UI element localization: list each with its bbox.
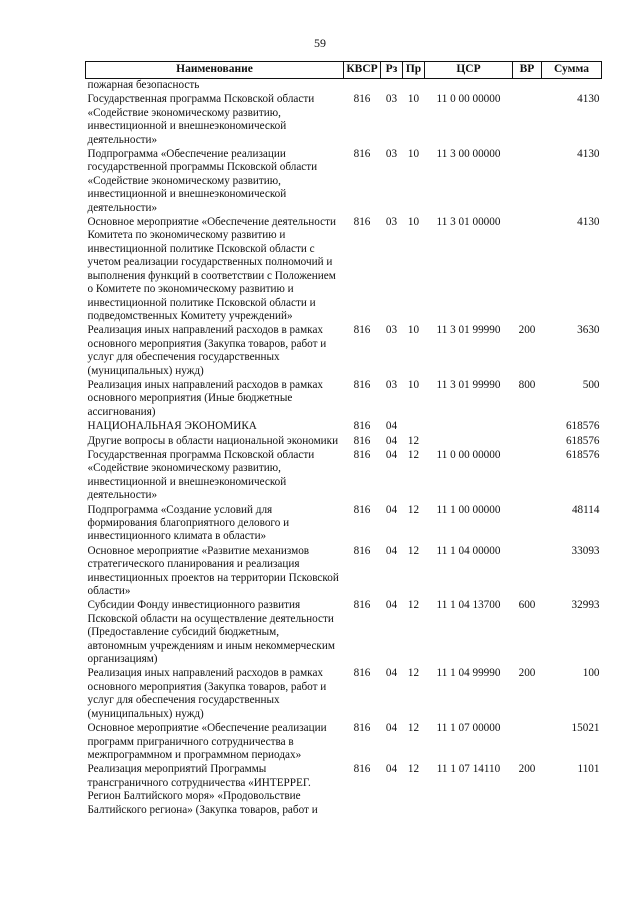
- cell-pr: 10: [407, 93, 420, 106]
- cell-vr: [513, 79, 542, 94]
- cell-csr: [425, 79, 513, 94]
- budget-table: [85, 61, 602, 818]
- header-pr: Пр: [403, 62, 425, 79]
- cell-pr: 12: [407, 503, 420, 516]
- cell-vr: 600: [518, 599, 536, 612]
- cell-kvsr: [344, 79, 381, 94]
- cell-sum: 1101: [577, 763, 600, 776]
- table-row: [86, 504, 602, 545]
- table-row: [86, 763, 602, 818]
- cell-csr: 11 1 07 14110: [436, 763, 501, 776]
- cell-sum: 4130: [577, 148, 600, 161]
- cell-pr: 12: [407, 667, 420, 680]
- cell-sum: 32993: [571, 599, 600, 612]
- cell-rz: 03: [385, 378, 398, 391]
- cell-kvsr: 816: [353, 448, 371, 461]
- cell-kvsr: 816: [353, 216, 371, 229]
- cell-vr: [513, 545, 542, 600]
- cell-vr: [513, 449, 542, 504]
- cell-kvsr: 816: [353, 667, 371, 680]
- cell-vr: 200: [518, 667, 536, 680]
- cell-kvsr: 816: [353, 503, 371, 516]
- cell-sum: 15021: [571, 722, 600, 735]
- cell-vr: [513, 722, 542, 763]
- cell-rz: 04: [385, 667, 398, 680]
- cell-name: Реализация мероприятий Программы трансграничного сотрудничества «ИНТЕРРЕГ. Регион Балтийского моря» «Продовольствие Балтийского региона» (Закупка товаров, работ и: [87, 763, 318, 816]
- cell-name: Основное мероприятие «Обеспечение деятельности Комитета по экономическому развитию и инвестиционной политике Псковской области с учетом реализации государственных полномочий и выполнения функций в соответствии с Положением о Комитете по экономическому развитию и инвестиционной политике Псковской области и подведомственных Комитету учреждений»: [87, 216, 336, 322]
- header-name: Наименование: [86, 62, 344, 79]
- table-row: [86, 435, 602, 449]
- cell-rz: 04: [385, 420, 398, 433]
- cell-csr: 11 3 01 00000: [436, 216, 501, 229]
- cell-rz: 04: [385, 722, 398, 735]
- cell-kvsr: 816: [353, 420, 371, 433]
- cell-name: НАЦИОНАЛЬНАЯ ЭКОНОМИКА: [87, 420, 257, 433]
- table-row: [86, 216, 602, 324]
- cell-kvsr: 816: [353, 599, 371, 612]
- cell-sum: 618576: [565, 448, 600, 461]
- cell-kvsr: 816: [353, 434, 371, 447]
- table-row: [86, 667, 602, 722]
- cell-vr: 200: [518, 763, 536, 776]
- cell-vr: 200: [518, 324, 536, 337]
- table-row: [86, 379, 602, 420]
- cell-rz: 04: [385, 544, 398, 557]
- table-row: [86, 722, 602, 763]
- cell-name: Реализация иных направлений расходов в рамках основного мероприятия (Закупка товаров, работ и услуг для обеспечения государственных (муниципальных) нужд): [87, 324, 327, 377]
- cell-kvsr: 816: [353, 378, 371, 391]
- cell-kvsr: 816: [353, 148, 371, 161]
- cell-kvsr: 816: [353, 763, 371, 776]
- cell-name: Субсидии Фонду инвестиционного развития Псковской области на осуществление деятельности (Предоставление субсидий бюджетным, автономным учреждениям и иным некоммерческим организациям): [87, 599, 335, 666]
- cell-csr: 11 3 00 00000: [436, 148, 501, 161]
- header-kvsr: КВСР: [344, 62, 381, 79]
- cell-csr: 11 3 01 99990: [436, 378, 501, 391]
- cell-name: Реализация иных направлений расходов в рамках основного мероприятия (Иные бюджетные ассигнования): [87, 378, 324, 418]
- cell-sum: 4130: [577, 216, 600, 229]
- cell-pr: [403, 79, 425, 94]
- cell-csr: [425, 435, 513, 449]
- cell-kvsr: 816: [353, 722, 371, 735]
- cell-name: Государственная программа Псковской области «Содействие экономическому развитию, инвестиционной и внешнеэкономической деятельности»: [87, 93, 315, 146]
- cell-pr: 12: [407, 599, 420, 612]
- cell-vr: 800: [518, 378, 536, 391]
- header-csr: ЦСР: [425, 62, 513, 79]
- table-row: [86, 545, 602, 600]
- cell-rz: 04: [385, 503, 398, 516]
- cell-rz: 04: [385, 599, 398, 612]
- cell-rz: 04: [385, 448, 398, 461]
- table-row: [86, 93, 602, 148]
- header-sum: Сумма: [542, 62, 602, 79]
- cell-sum: [542, 79, 602, 94]
- table-row: [86, 324, 602, 379]
- cell-kvsr: 816: [353, 93, 371, 106]
- cell-pr: 12: [407, 544, 420, 557]
- cell-sum: 3630: [577, 324, 600, 337]
- table-row: [86, 79, 602, 94]
- cell-csr: 11 1 04 00000: [436, 544, 501, 557]
- cell-sum: 4130: [577, 93, 600, 106]
- cell-csr: 11 1 04 99990: [436, 667, 501, 680]
- cell-rz: 03: [385, 93, 398, 106]
- cell-pr: [403, 420, 425, 434]
- cell-name: Основное мероприятие «Развитие механизмов стратегического планирования и реализация инвестиционных проектов на территории Псковской области»: [87, 544, 339, 598]
- table-body: [86, 79, 602, 818]
- cell-pr: 10: [407, 378, 420, 391]
- cell-name: Основное мероприятие «Обеспечение реализации программ приграничного сотрудничества в межпрограммном и программном периодах»: [87, 722, 327, 761]
- header-vr: ВР: [513, 62, 542, 79]
- cell-csr: 11 3 01 99990: [436, 324, 501, 337]
- cell-sum: 618576: [565, 434, 600, 447]
- cell-vr: [513, 93, 542, 148]
- cell-sum: 500: [582, 378, 600, 391]
- cell-pr: 12: [407, 763, 420, 776]
- cell-csr: 11 0 00 00000: [436, 93, 501, 106]
- cell-pr: 12: [407, 434, 420, 447]
- cell-rz: 04: [385, 763, 398, 776]
- cell-csr: 11 1 04 13700: [436, 599, 501, 612]
- cell-vr: [513, 504, 542, 545]
- table-header: [86, 62, 602, 79]
- cell-name: Реализация иных направлений расходов в рамках основного мероприятия (Закупка товаров, работ и услуг для обеспечения государственных (муниципальных) нужд): [87, 667, 327, 720]
- cell-vr: [513, 148, 542, 216]
- cell-rz: [381, 79, 403, 94]
- cell-name: Другие вопросы в области национальной экономики: [87, 434, 339, 447]
- cell-pr: 10: [407, 324, 420, 337]
- cell-rz: 03: [385, 148, 398, 161]
- cell-csr: 11 1 00 00000: [436, 503, 501, 516]
- cell-pr: 12: [407, 448, 420, 461]
- cell-sum: 48114: [571, 503, 600, 516]
- cell-csr: 11 1 07 00000: [436, 722, 501, 735]
- cell-kvsr: 816: [353, 324, 371, 337]
- cell-sum: 33093: [571, 544, 600, 557]
- cell-csr: [425, 420, 513, 434]
- cell-sum: 100: [582, 667, 600, 680]
- cell-name: Подпрограмма «Создание условий для формирования благоприятного делового и инвестиционного климата в области»: [87, 503, 290, 543]
- table-row: [86, 420, 602, 434]
- table-row: [86, 599, 602, 667]
- cell-name: пожарная безопасность: [87, 79, 200, 91]
- cell-rz: 04: [385, 434, 398, 447]
- cell-vr: [513, 420, 542, 434]
- cell-name: Государственная программа Псковской области «Содействие экономическому развитию, инвестиционной и внешнеэкономической деятельности»: [87, 448, 315, 502]
- cell-pr: 10: [407, 216, 420, 229]
- cell-csr: 11 0 00 00000: [436, 448, 501, 461]
- table-row: [86, 449, 602, 504]
- cell-pr: 10: [407, 148, 420, 161]
- page-number: 59: [314, 36, 326, 50]
- cell-vr: [513, 216, 542, 324]
- table-row: [86, 148, 602, 216]
- cell-name: Подпрограмма «Обеспечение реализации государственной программы Псковской области «Содействие экономическому развитию, инвестиционной и внешнеэкономической деятельности»: [87, 148, 318, 214]
- cell-rz: 03: [385, 216, 398, 229]
- cell-pr: 12: [407, 722, 420, 735]
- cell-vr: [513, 435, 542, 449]
- header-rz: Рз: [381, 62, 403, 79]
- cell-rz: 03: [385, 324, 398, 337]
- cell-kvsr: 816: [353, 544, 371, 557]
- cell-sum: 618576: [565, 420, 600, 433]
